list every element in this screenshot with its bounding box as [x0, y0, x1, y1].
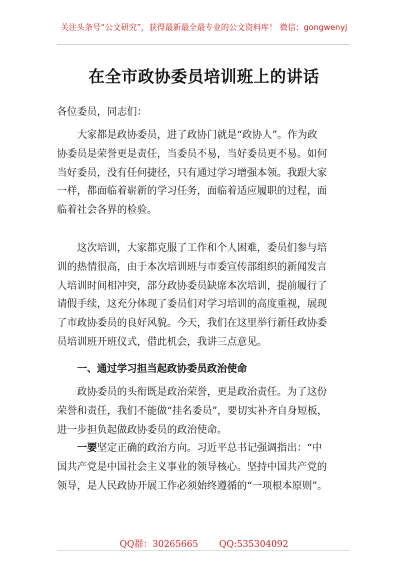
document-title: 在全市政协委员培训班上的讲话 — [88, 67, 320, 86]
footer-qq-group: QQ群：30265665 — [119, 540, 199, 550]
header-promo-note: 关注头条号“公文研究”，获得最新最全最专业的公文资料库！ 微信：gongwenyj — [60, 23, 348, 32]
paragraph-2 — [57, 240, 352, 353]
paragraph-line: 人培训时间相冲突，部分政协委员缺席本次培训，提前履行了 — [57, 280, 327, 292]
salutation — [57, 104, 352, 123]
paragraph-line: 协委员是荣誉更是责任，当委员不易，当好委员更不易。如何 — [57, 148, 327, 160]
paragraph-line: 这次培训，大家都克服了工作和个人困难，委员们参与培 — [77, 243, 327, 254]
footer-divider — [57, 550, 350, 551]
paragraph-line — [57, 440, 352, 459]
salutation-text: 各位委员，同志们： — [57, 107, 147, 118]
section-heading-text: 一、通过学习担当起政协委员政治使命 — [77, 364, 247, 375]
paragraph-line: 当好委员，没有任何捷径，只有通过学习增强本领。我跟大家 — [57, 167, 327, 179]
header-divider — [57, 44, 350, 45]
paragraph-4 — [57, 440, 352, 496]
paragraph-line: 国共产党是中国社会主义事业的领导核心。坚持中国共产党的 — [57, 461, 327, 473]
paragraph-line: 进一步担负起做政协委员的政治使命。 — [57, 424, 227, 436]
paragraph-1 — [57, 127, 352, 221]
paragraph-3 — [57, 384, 352, 440]
section-heading-1 — [57, 361, 352, 380]
footer-contact — [0, 537, 408, 550]
paragraph-line: 请假手续，这充分体现了委员们对学习培训的高度重视，展现 — [57, 299, 327, 311]
paragraph-line: 大家都是政协委员，进了政协门就是“政协人”。作为政 — [77, 130, 318, 141]
paragraph-line: 荣誉和责任，我们不能做“挂名委员”，要切实补齐自身短板， — [57, 405, 328, 417]
paragraph-line: 了市政协委员的良好风貌。今天，我们在这里举行新任政协委 — [57, 318, 327, 330]
paragraph-line: 员培训班开班仪式，借此机会，我讲三点意见。 — [57, 336, 267, 348]
paragraph-line: 训的热情很高，由于本次培训班与市委宣传部组织的新闻发言 — [57, 261, 327, 273]
paragraph-line: 政协委员的头衔既是政治荣誉，更是政治责任。为了这份 — [77, 387, 327, 398]
paragraph-line: 一样，都面临着崭新的学习任务，面临着适应履职的过程，面 — [57, 186, 327, 198]
emphasis-lead: 一要 — [77, 443, 97, 454]
paragraph-line: 领导，是人民政协开展工作必须始终遵循的“一项根本原则”。 — [57, 480, 328, 492]
paragraph-line: 临着社会各界的检验。 — [57, 205, 157, 217]
paragraph-line-rest: 坚定正确的政治方向。习近平总书记强调指出：“中 — [97, 443, 323, 454]
footer-qq: QQ:535304092 — [219, 540, 289, 550]
